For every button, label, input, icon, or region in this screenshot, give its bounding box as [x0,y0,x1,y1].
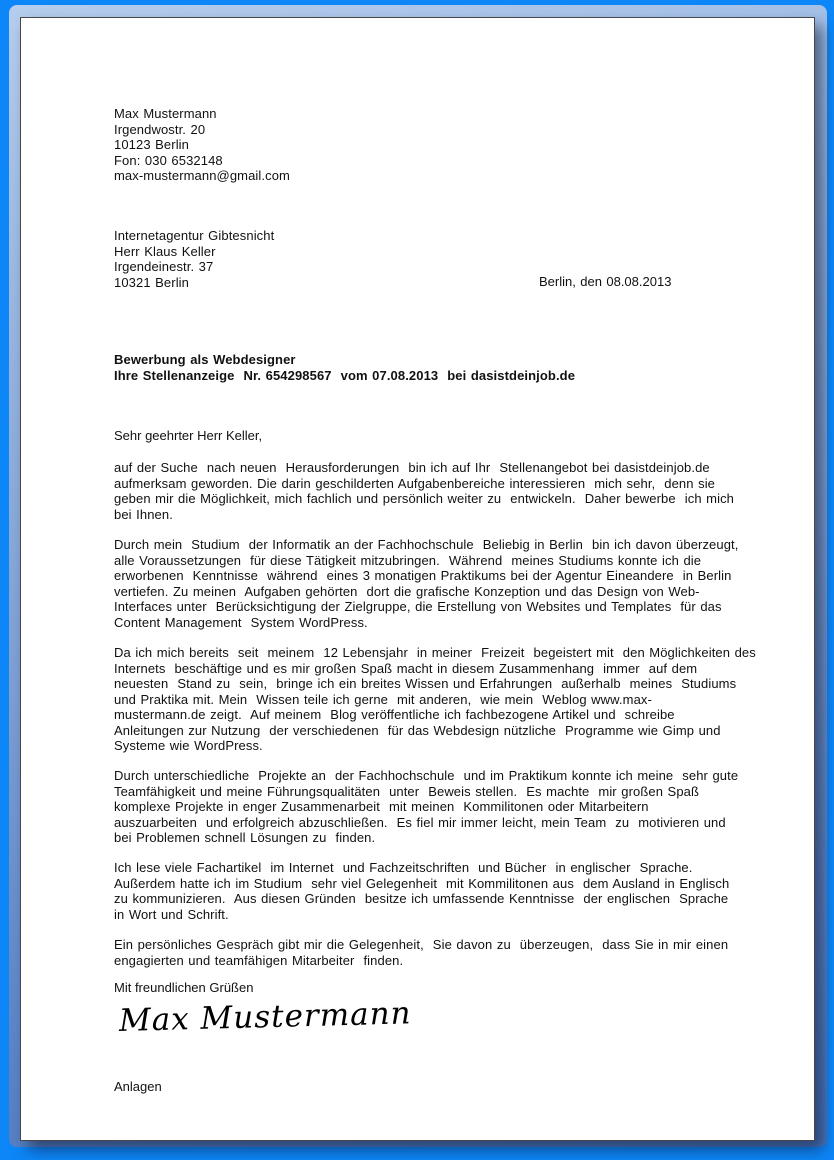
text-line: Internetagentur Gibtesnicht [114,228,275,243]
paragraph-gespraech [114,937,728,968]
paragraph-teamfaehigkeit [114,768,738,846]
text-line: Irgendwostr. 20 [114,121,206,137]
text-line: engagierten und teamfähigen Mitarbeiter finden. [114,952,404,968]
text-line: erworbenen Kenntnisse während eines 3 monatigen Praktikums bei der Agentur Eineandere in Berlin [114,568,732,583]
letter-page [20,17,815,1141]
text-line: Ein persönliches Gespräch gibt mir die Gelegenheit, Sie davon zu überzeugen, dass Sie in mir einen [114,937,729,952]
text-line: Irgendeinestr. 37 [114,259,214,274]
subject-block [114,352,575,383]
text-line: Internets beschäftige und es mir großen Spaß macht in diesem Zusammenhang immer auf dem [114,660,698,676]
text-line: 10123 Berlin [114,137,189,152]
text-line: aufmerksam geworden. Die darin geschilderten Aufgabenbereiche interessieren mich sehr, denn sie [114,475,716,491]
text-line: Teamfähigkeit und meine Führungsqualitäten unter Beweis stellen. Es machte mir großen Spaß [114,783,700,799]
text-line: Content Management System WordPress. [114,614,368,630]
paragraph-englisch [114,860,729,922]
salutation: Sehr geehrter Herr Keller, [114,428,263,443]
paragraph-hobby-weblog [114,645,756,754]
recipient-address-block [114,228,274,290]
text-line: auszuarbeiten und erfolgreich abzuschließen. Es fiel mir immer leicht, mein Team zu motivieren und [114,814,726,830]
enclosure-line: Anlagen [114,1079,162,1094]
text-line: max-mustermann@gmail.com [114,168,290,183]
text-line: neuesten Stand zu sein, bringe ich ein breites Wissen und Erfahrungen außerhalb meines Studiums [114,676,737,691]
closing-line: Mit freundlichen Grüßen [114,980,254,995]
date-line: Berlin, den 08.08.2013 [539,274,672,289]
text-line: komplexe Projekte in enger Zusammenarbeit mit meinen Kommilitonen oder Mitarbeitern [114,799,649,814]
text-line: und Praktika mit. Mein Wissen teile ich gerne mit anderen, wie mein Weblog www.max- [114,691,652,707]
text-line: geben mir die Möglichkeit, mich fachlich und persönlich weiter zu entwickeln. Daher bewerbe ich mich [114,491,735,506]
text-line: mustermann.de zeigt. Auf meinem Blog veröffentliche ich fachbezogene Artikel und schreibe [114,707,675,722]
text-line: Außerdem hatte ich im Studium sehr viel Gelegenheit mit Kommilitonen aus dem Ausland in Englisch [114,875,730,891]
text-line: bei Problemen schnell Lösungen zu finden. [114,830,376,845]
text-line: Da ich mich bereits seit meinem 12 Lebensjahr in meiner Freizeit begeistert mit den Möglichkeiten des [114,645,756,660]
text-line: Herr Klaus Keller [114,243,216,259]
text-line: vertiefen. Zu meinen Aufgaben gehörten dort die grafische Konzeption und das Design von Web- [114,583,700,599]
text-line: Max Mustermann [114,106,217,121]
paragraph-intro [114,460,734,522]
text-line: zu kommunizieren. Aus diesen Gründen besitze ich umfassende Kenntnisse der englischen Sprache [114,891,729,906]
handwritten-signature: Max Mustermann [118,995,412,1039]
text-line: Ich lese viele Fachartikel im Internet und Fachzeitschriften und Bücher in englischer Sprache. [114,860,693,875]
text-line: in Wort und Schrift. [114,906,229,922]
paragraph-studium [114,537,738,630]
text-line: Interfaces unter Berücksichtigung der Zielgruppe, die Erstellung von Websites und Templates für das [114,599,722,614]
text-line: Systeme wie WordPress. [114,738,263,753]
text-line: Anleitungen zur Nutzung der verschiedenen für das Webdesign nützliche Programme wie Gimp und [114,722,721,738]
text-line: 10321 Berlin [114,274,189,290]
text-line: Fon: 030 6532148 [114,152,223,168]
text-line: bei Ihnen. [114,506,173,522]
text-line: Bewerbung als Webdesigner [114,352,296,367]
text-line: Ihre Stellenanzeige Nr. 654298567 vom 07.08.2013 bei dasistdeinjob.de [114,367,576,383]
text-line: auf der Suche nach neuen Herausforderungen bin ich auf Ihr Stellenangebot bei dasistdeinjob.de [114,460,710,475]
text-line: alle Voraussetzungen für diese Tätigkeit mitzubringen. Während meines Studiums konnte ich die [114,552,702,568]
sender-address-block [114,106,290,184]
text-line: Durch unterschiedliche Projekte an der Fachhochschule und im Praktikum konnte ich meine sehr gute [114,768,739,783]
text-line: Durch mein Studium der Informatik an der Fachhochschule Beliebig in Berlin bin ich davon überzeugt, [114,537,739,552]
